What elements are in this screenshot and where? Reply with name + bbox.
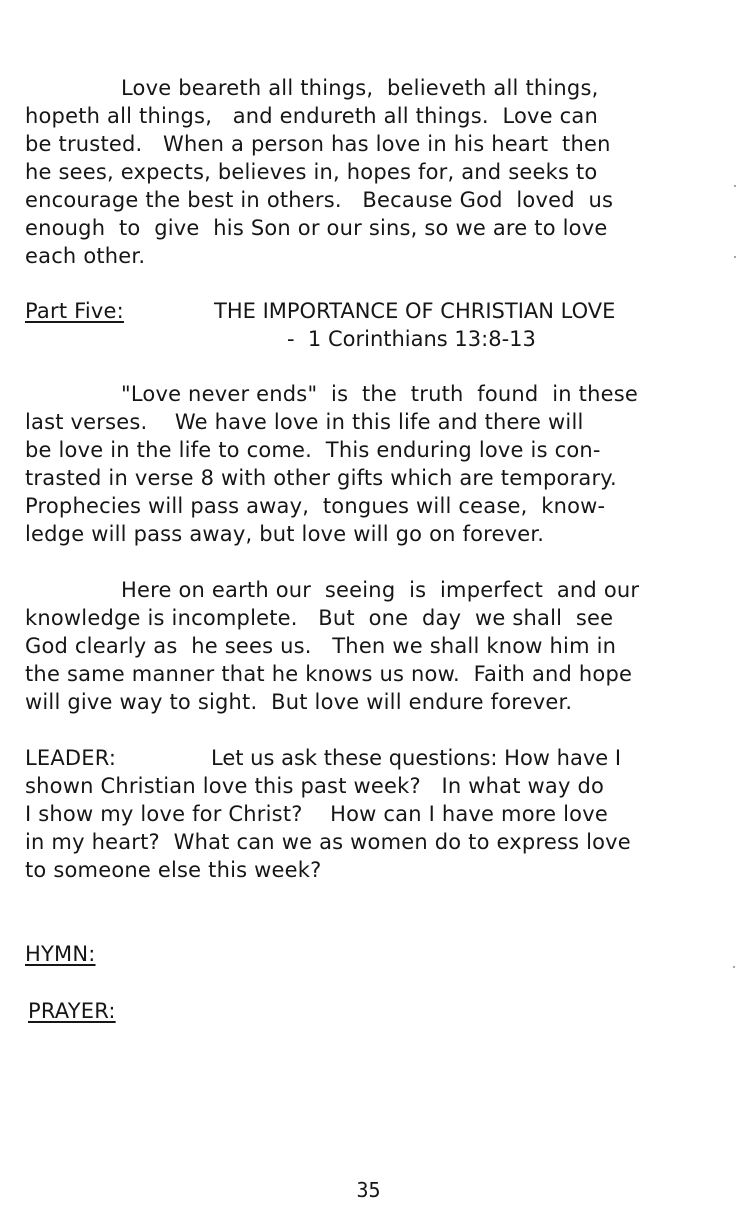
paragraph-line: "Love never ends" is the truth found in these (121, 382, 638, 406)
paragraph-line: ledge will pass away, but love will go on forever. (25, 522, 545, 546)
paragraph-line: be love in the life to come. This enduring love is con- (25, 438, 601, 462)
section-label: Part Five: (25, 299, 124, 323)
paragraph-line: Prophecies will pass away, tongues will cease, know- (25, 494, 606, 518)
paragraph-line: enough to give his Son or our sins, so we are to love (25, 216, 608, 240)
prayer-label: PRAYER: (28, 999, 116, 1023)
paragraph-line: Love beareth all things, believeth all things, (121, 76, 599, 100)
paragraph-line: the same manner that he knows us now. Faith and hope (25, 662, 633, 686)
paragraph-line: encourage the best in others. Because God loved us (25, 188, 614, 212)
scan-speck (734, 185, 736, 187)
leader-line: I show my love for Christ? How can I have more love (25, 802, 608, 826)
paragraph-line: knowledge is incomplete. But one day we shall see (25, 606, 614, 630)
leader-line: Let us ask these questions: How have I (211, 746, 622, 770)
paragraph-line: will give way to sight. But love will endure forever. (25, 690, 573, 714)
paragraph-line: last verses. We have love in this life and there will (25, 410, 584, 434)
leader-label: LEADER: (25, 746, 117, 770)
leader-line: to someone else this week? (25, 858, 322, 882)
paragraph-line: each other. (25, 244, 146, 268)
leader-line: in my heart? What can we as women do to express love (25, 830, 631, 854)
hymn-label: HYMN: (25, 942, 96, 966)
scan-speck (734, 256, 736, 258)
paragraph-line: Here on earth our seeing is imperfect and our (121, 578, 640, 602)
paragraph-line: God clearly as he sees us. Then we shall know him in (25, 634, 617, 658)
paragraph-line: hopeth all things, and endureth all things. Love can (25, 104, 598, 128)
paragraph-line: he sees, expects, believes in, hopes for, and seeks to (25, 160, 598, 184)
leader-line: shown Christian love this past week? In what way do (25, 774, 605, 798)
paragraph-line: trasted in verse 8 with other gifts which are temporary. (25, 466, 617, 490)
scripture-reference: - 1 Corinthians 13:8-13 (287, 327, 536, 351)
section-title: THE IMPORTANCE OF CHRISTIAN LOVE (214, 299, 616, 323)
paragraph-line: be trusted. When a person has love in his heart then (25, 132, 611, 156)
scan-speck (733, 966, 735, 968)
page-number: 35 (356, 1178, 381, 1202)
